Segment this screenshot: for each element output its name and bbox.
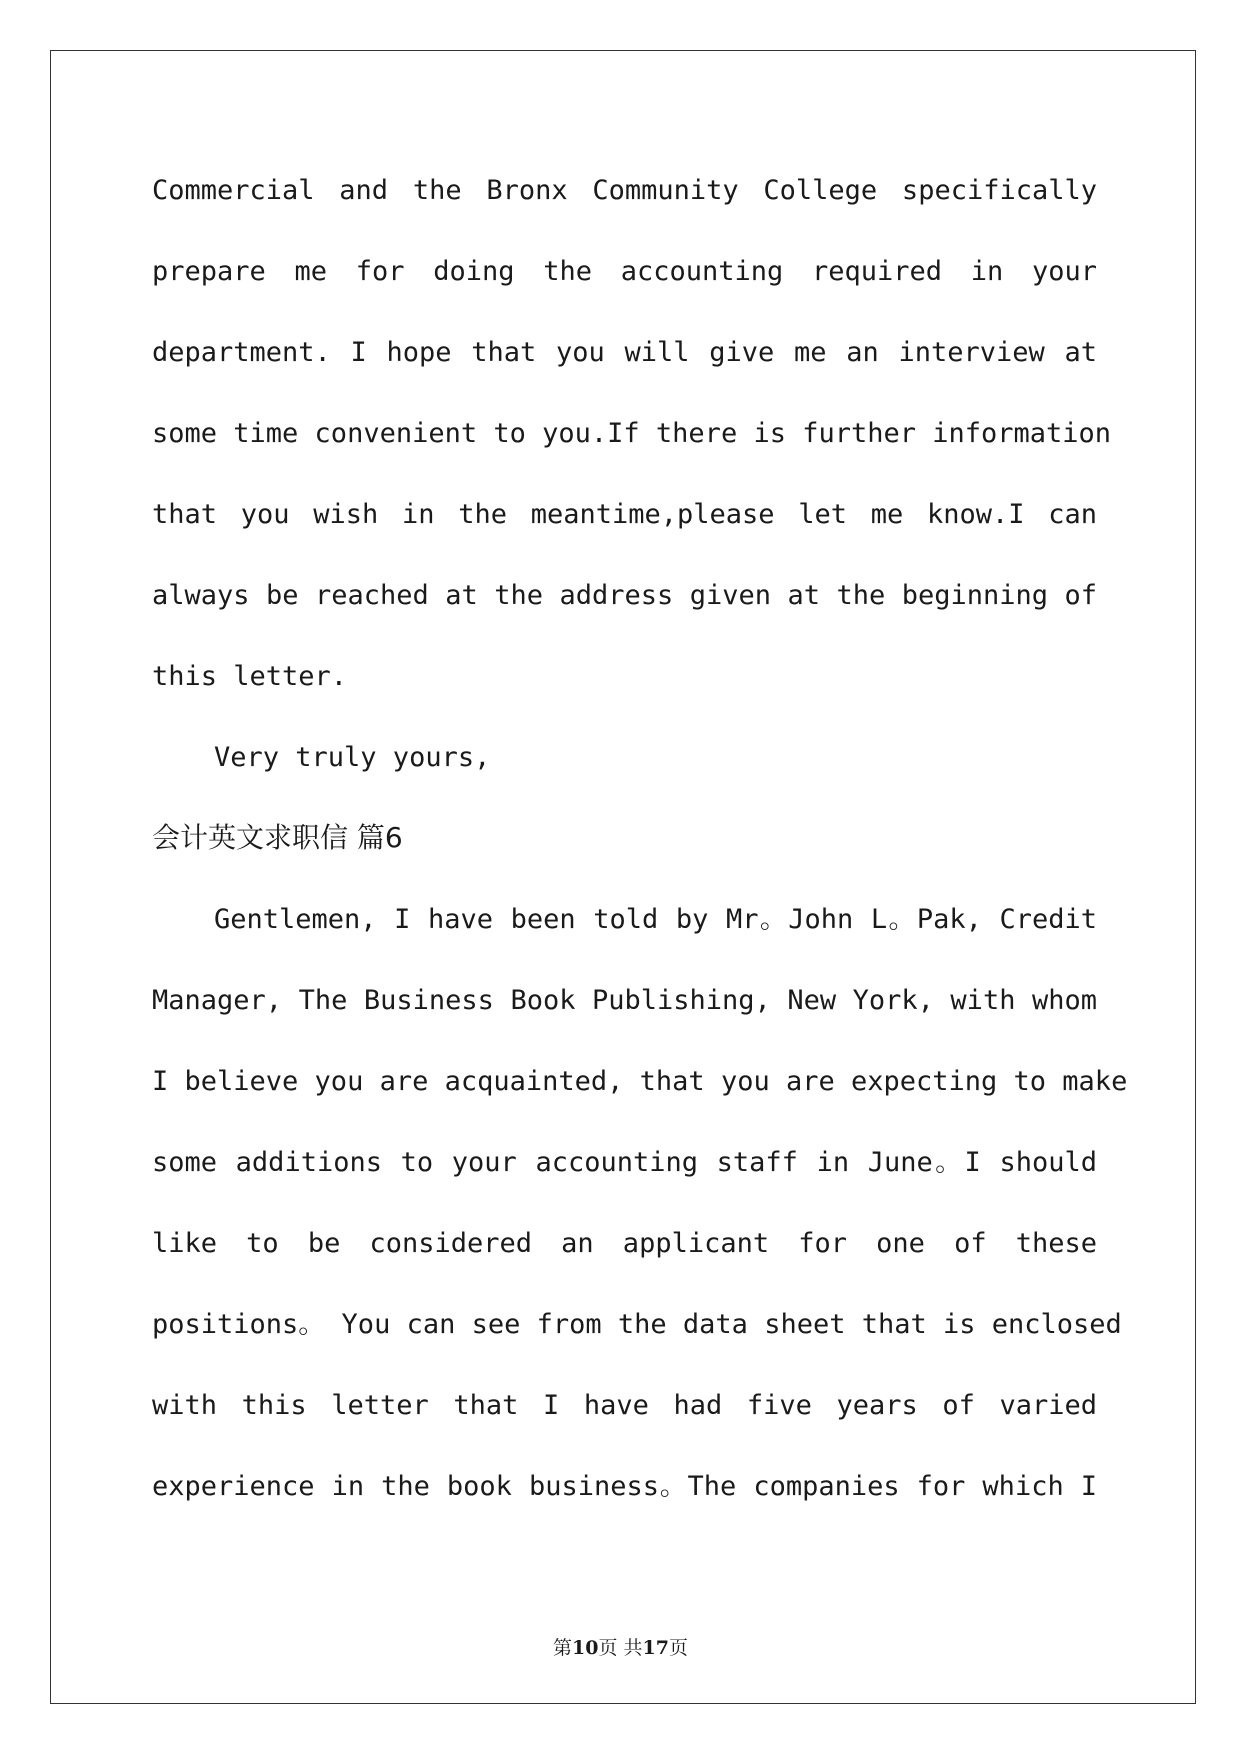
paragraph-line: department. I hope that you will give me an interview at [152, 337, 1097, 368]
paragraph-line: positions。 You can see from the data sheet that is enclosed [152, 1309, 1122, 1340]
paragraph-line: Manager, The Business Book Publishing, New York, with whom [152, 985, 1097, 1016]
letter-closing: Very truly yours, [214, 742, 491, 773]
paragraph-line: some additions to your accounting staff in June。I should [152, 1147, 1097, 1178]
paragraph-line: always be reached at the address given at the beginning of [152, 580, 1097, 611]
paragraph-line: I believe you are acquainted, that you are expecting to make [152, 1066, 1128, 1097]
total-page-count: 17 [642, 1637, 669, 1659]
current-page-number: 10 [572, 1637, 599, 1659]
page-border [50, 50, 1196, 1704]
paragraph-line: like to be considered an applicant for one of these [152, 1228, 1097, 1259]
page-footer [0, 1633, 1241, 1660]
footer-prefix: 第 [553, 1637, 573, 1659]
paragraph-line: that you wish in the meantime,please let me know.I can [152, 499, 1097, 530]
footer-suffix: 页 [668, 1637, 688, 1659]
paragraph-line: Commercial and the Bronx Community College specifically [152, 175, 1097, 206]
paragraph-line: with this letter that I have had five years of varied [152, 1390, 1097, 1421]
paragraph-line: experience in the book business。The companies for which I [152, 1471, 1097, 1502]
footer-mid: 页 共 [598, 1637, 643, 1659]
paragraph-line: some time convenient to you.If there is further information [152, 418, 1112, 449]
paragraph-line: Gentlemen, I have been told by Mr。John L。Pak, Credit [214, 904, 1097, 935]
section-heading: 会计英文求职信 篇6 [152, 821, 403, 854]
paragraph-last-line: this letter. [152, 661, 348, 692]
paragraph-line: prepare me for doing the accounting required in your [152, 256, 1097, 287]
